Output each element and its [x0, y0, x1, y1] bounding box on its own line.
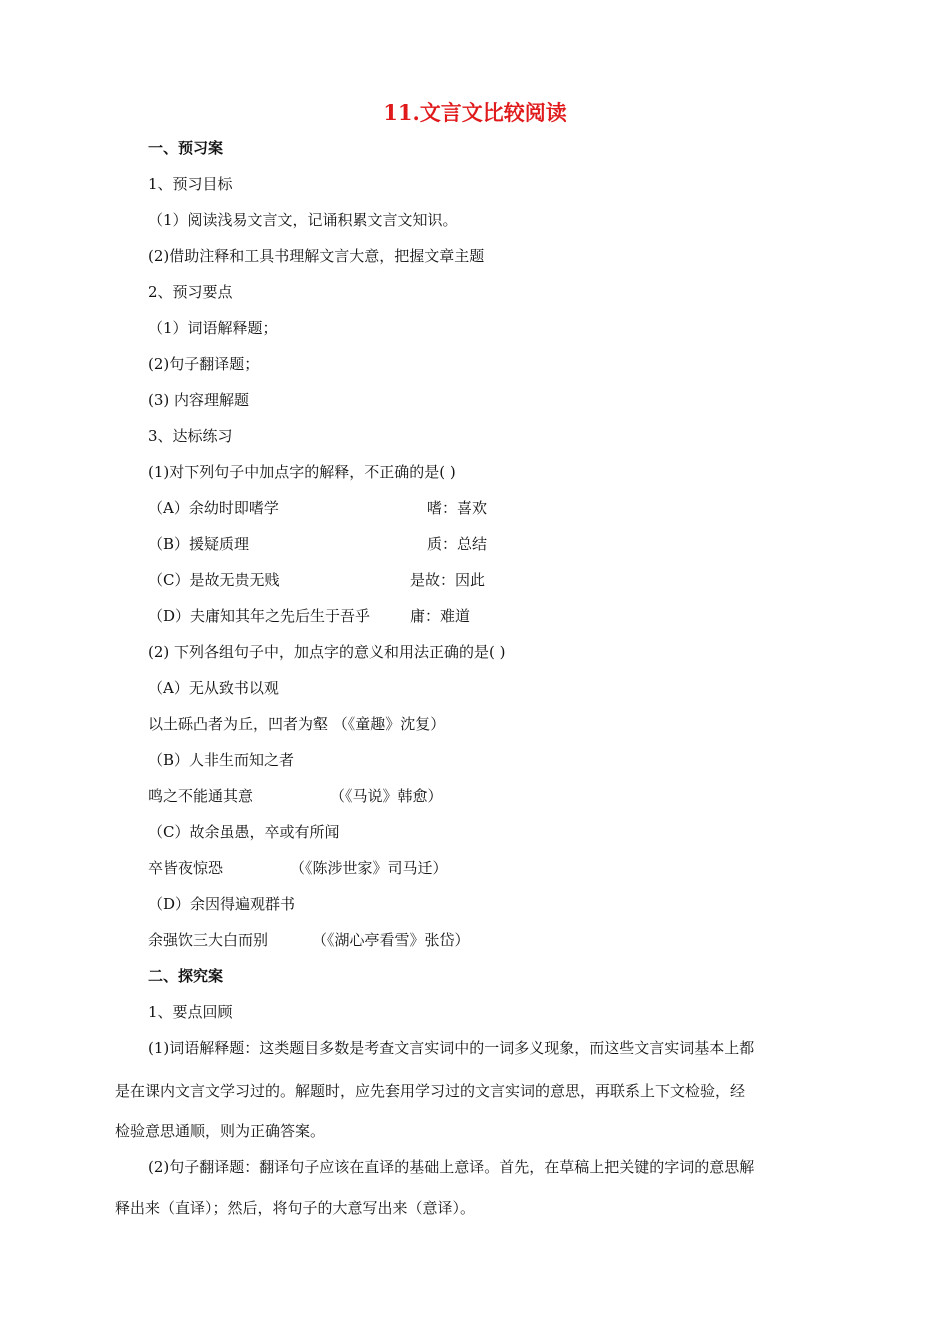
q1-option-b: （B）援疑质理 — [148, 535, 250, 553]
q2-option-b-line-1: （B）人非生而知之者 — [148, 751, 295, 769]
q1-option-a: （A）余幼时即嗜学 — [148, 499, 279, 517]
question-1-stem: (1)对下列句子中加点字的解释，不正确的是( ) — [148, 463, 456, 481]
review-paragraph-1-line-1: (1)词语解释题：这类题目多数是考查文言实词中的一词多义现象，而这些文言实词基本上都 — [148, 1039, 755, 1057]
goal-item-1: （1）阅读浅易文言文，记诵积累文言文知识。 — [148, 211, 458, 229]
q2-option-d-line-1: （D）余因得遍观群书 — [148, 895, 296, 913]
q2-option-a-line-2: 以土砾凸者为丘，凹者为壑 （《童趣》沈复） — [148, 715, 446, 733]
question-2-stem: (2) 下列各组句子中，加点字的意义和用法正确的是( ) — [148, 643, 506, 661]
q1-option-b-answer: 质：总结 — [427, 535, 488, 553]
review-paragraph-2-line-2: 释出来（直译）；然后，将句子的大意写出来（意译）。 — [115, 1199, 476, 1217]
review-heading: 1、要点回顾 — [148, 1003, 233, 1021]
q2-option-c-line-1: （C）故余虽愚，卒或有所闻 — [148, 823, 340, 841]
review-paragraph-2-line-1: (2)句子翻译题：翻译句子应该在直译的基础上意译。首先，在草稿上把关键的字词的意思解 — [148, 1158, 755, 1176]
q2-option-c-line-2: 卒皆夜惊恐 — [148, 859, 224, 877]
review-paragraph-1-line-2: 是在课内文言文学习过的。解题时，应先套用学习过的文言实词的意思，再联系上下文检验，经 — [115, 1082, 746, 1100]
point-item-3: (3) 内容理解题 — [148, 391, 250, 409]
q1-option-c: （C）是故无贵无贱 — [148, 571, 280, 589]
point-item-1: （1）词语解释题； — [148, 319, 278, 337]
q2-option-b-source: （《马说》韩愈） — [330, 787, 443, 805]
document-title: 11.文言文比较阅读 — [383, 100, 567, 125]
points-heading: 2、预习要点 — [148, 283, 233, 301]
point-item-2: (2)句子翻译题； — [148, 355, 260, 373]
q2-option-c-source: （《陈涉世家》司马迁） — [290, 859, 448, 877]
section-heading-explore: 二、探究案 — [148, 967, 224, 985]
practice-heading: 3、达标练习 — [148, 427, 233, 445]
review-paragraph-1-line-3: 检验意思通顺，则为正确答案。 — [115, 1122, 326, 1140]
q2-option-a-line-1: （A）无从致书以观 — [148, 679, 279, 697]
q1-option-a-answer: 嗜：喜欢 — [427, 499, 488, 517]
q2-option-b-line-2: 鸣之不能通其意 — [148, 787, 254, 805]
q1-option-d-answer: 庸：难道 — [410, 607, 471, 625]
q2-option-d-source: （《湖心亭看雪》张岱） — [312, 931, 470, 949]
q2-option-d-line-2: 余强饮三大白而别 — [148, 931, 269, 949]
section-heading-preview: 一、预习案 — [148, 139, 224, 157]
goals-heading: 1、预习目标 — [148, 175, 233, 193]
goal-item-2: (2)借助注释和工具书理解文言大意，把握文章主题 — [148, 247, 485, 265]
q1-option-c-answer: 是故：因此 — [410, 571, 486, 589]
q1-option-d: （D）夫庸知其年之先后生于吾乎 — [148, 607, 371, 625]
